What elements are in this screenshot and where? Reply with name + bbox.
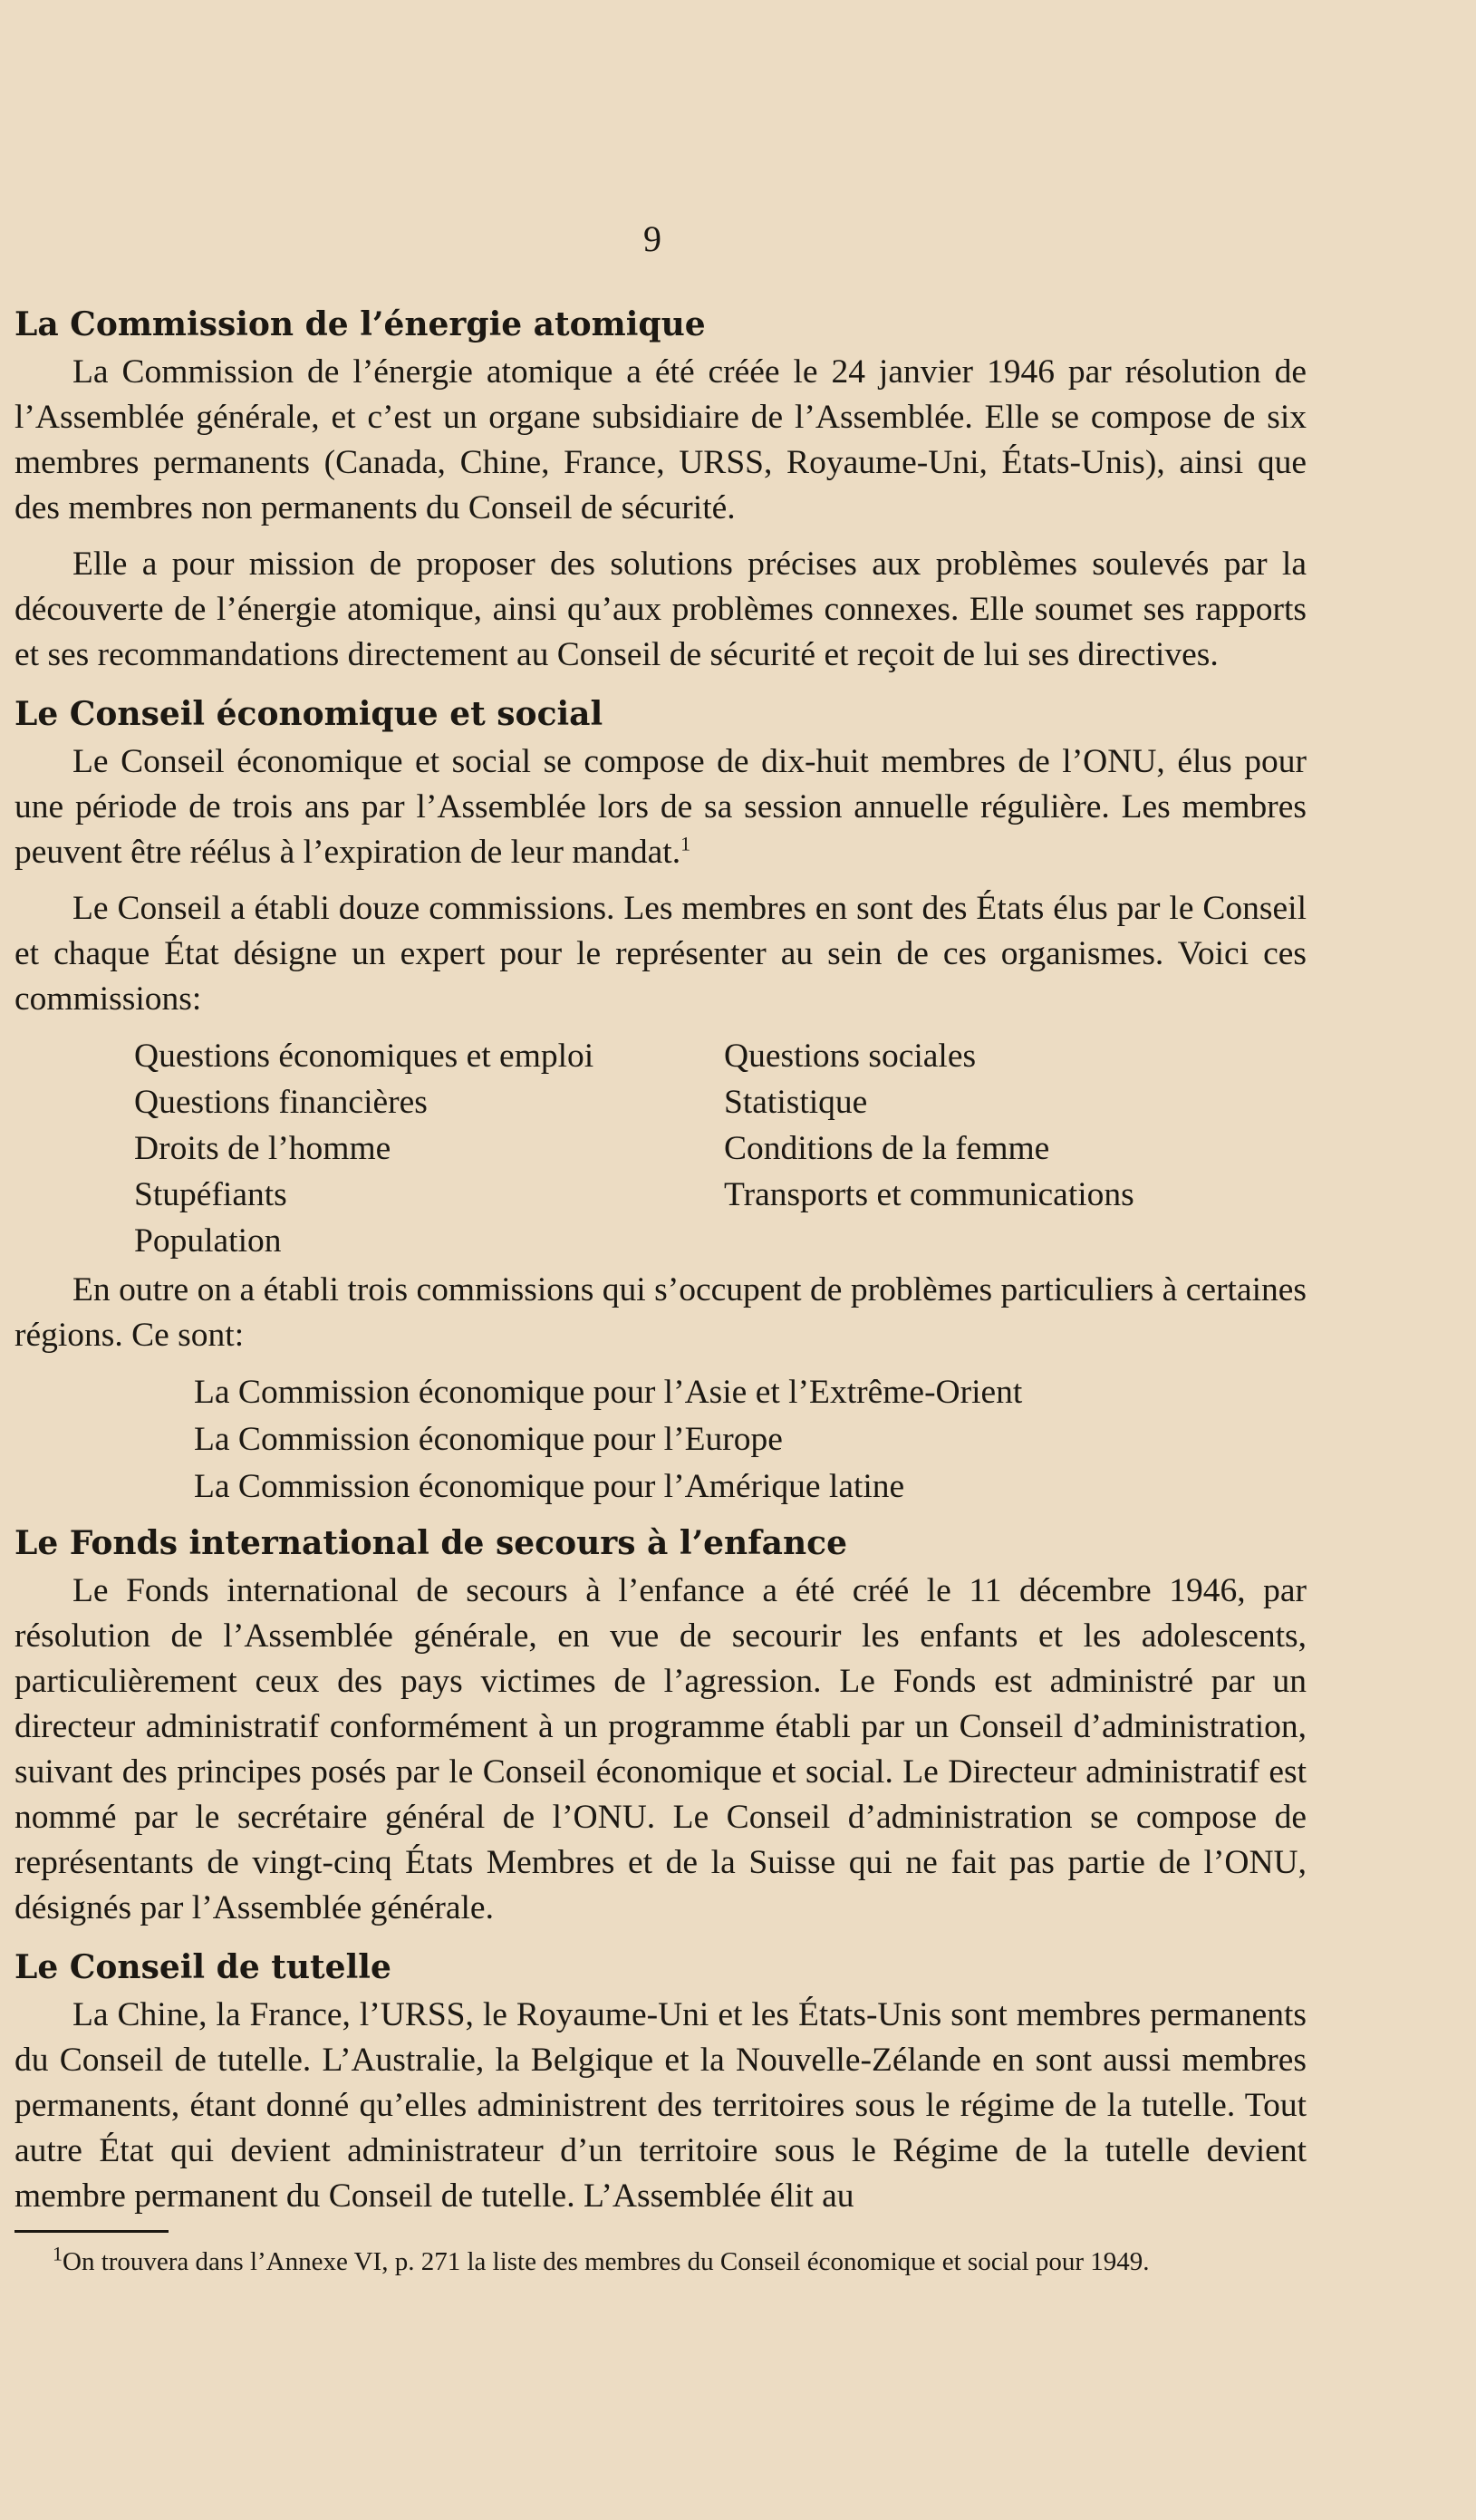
section-heading: Le Conseil de tutelle bbox=[14, 1948, 391, 1986]
footnote-text: On trouvera dans l’Annexe VI, p. 271 la liste des membres du Conseil économique et social pour 1949. bbox=[63, 2247, 1150, 2276]
paragraph: Le Conseil a établi douze commissions. Les membres en sont des États élus par le Conseil et chaque État désigne un expert pour le représenter au sein de ces organismes. Voici ces commissions: bbox=[14, 890, 1307, 1018]
list-item: La Commission économique pour l’Amérique latine bbox=[194, 1468, 905, 1505]
page-content bbox=[14, 299, 1307, 2280]
paragraph: La Commission de l’énergie atomique a été créée le 24 janvier 1946 par résolution de l’Assemblée générale, et c’est un organe subsidiaire de l’Assemblée. Elle se compose de six membres permanents (Canada, Chine, France, URSS, Royaume-Uni, États-Unis), ainsi que des membres non permanents du Conseil de sécurité. bbox=[14, 353, 1307, 526]
section-heading: Le Conseil économique et social bbox=[14, 695, 603, 733]
section-heading: La Commission de l’énergie atomique bbox=[14, 305, 706, 343]
commissions-right-column bbox=[717, 1033, 1307, 1264]
list-item: Population bbox=[134, 1222, 282, 1260]
paragraph: La Chine, la France, l’URSS, le Royaume-Uni et les États-Unis sont membres permanents du Conseil de tutelle. L’Australie, la Belgique et la Nouvelle-Zélande en sont aussi membres permanents, étant donné qu’elles administrent des territoires sous le régime de la tutelle. Tout autre État qui devient administrateur d’un territoire sous le Régime de la tutelle devient membre permanent du Conseil de tutelle. L’Assemblée élit au bbox=[14, 1996, 1307, 2215]
list-item: La Commission économique pour l’Asie et l’Extrême-Orient bbox=[194, 1374, 1023, 1411]
list-item: Transports et communications bbox=[724, 1176, 1134, 1213]
commissions-list bbox=[14, 1033, 1307, 1264]
commissions-left-column bbox=[134, 1033, 717, 1264]
footnote-mark: 1 bbox=[53, 2242, 63, 2265]
section-childrens-fund bbox=[14, 1518, 1307, 1931]
section-economic-social-council bbox=[14, 689, 1307, 1511]
paragraph: En outre on a établi trois commissions qui s’occupent de problèmes particuliers à certaines régions. Ce sont: bbox=[14, 1271, 1307, 1354]
footnote-reference: 1 bbox=[680, 832, 691, 855]
paragraph bbox=[14, 739, 1307, 875]
list-item: La Commission économique pour l’Europe bbox=[194, 1421, 783, 1458]
paragraph-text: Le Conseil économique et social se compose de dix-huit membres de l’ONU, élus pour une période de trois ans par l’Assemblée lors de sa session annuelle régulière. Les membres peuvent être réélus à l’expiration de leur mandat. bbox=[14, 743, 1307, 871]
list-item: Droits de l’homme bbox=[134, 1130, 391, 1167]
list-item: Stupéfiants bbox=[134, 1176, 287, 1213]
regional-commissions-list bbox=[14, 1369, 1307, 1511]
footnote-divider bbox=[14, 2230, 169, 2233]
list-item: Questions économiques et emploi bbox=[134, 1038, 594, 1075]
paragraph: Elle a pour mission de proposer des solutions précises aux problèmes soulevés par la découverte de l’énergie atomique, ainsi qu’aux problèmes connexes. Elle soumet ses rapports et ses recommandations directement au Conseil de sécurité et reçoit de lui ses directives. bbox=[14, 546, 1307, 673]
list-item: Questions sociales bbox=[724, 1038, 977, 1075]
page-number: 9 bbox=[643, 218, 661, 259]
list-item: Statistique bbox=[724, 1084, 868, 1121]
section-atomic-energy-commission bbox=[14, 299, 1307, 678]
footnote bbox=[14, 2244, 1307, 2280]
list-item: Conditions de la femme bbox=[724, 1130, 1050, 1167]
list-item: Questions financières bbox=[134, 1084, 428, 1121]
section-trusteeship-council bbox=[14, 1942, 1307, 2219]
section-heading: Le Fonds international de secours à l’enfance bbox=[14, 1524, 847, 1562]
paragraph: Le Fonds international de secours à l’enfance a été créé le 11 décembre 1946, par résolution de l’Assemblée générale, en vue de secourir les enfants et les adolescents, particulièrement ceux des pays victimes de l’agression. Le Fonds est administré par un directeur administratif conformément à un programme établi par un Conseil d’administration, suivant des principes posés par le Conseil économique et social. Le Directeur administratif est nommé par le secrétaire général de l’ONU. Le Conseil d’administration se compose de représentants de vingt-cinq États Membres et de la Suisse qui ne fait pas partie de l’ONU, désignés par l’Assemblée générale. bbox=[14, 1572, 1307, 1926]
